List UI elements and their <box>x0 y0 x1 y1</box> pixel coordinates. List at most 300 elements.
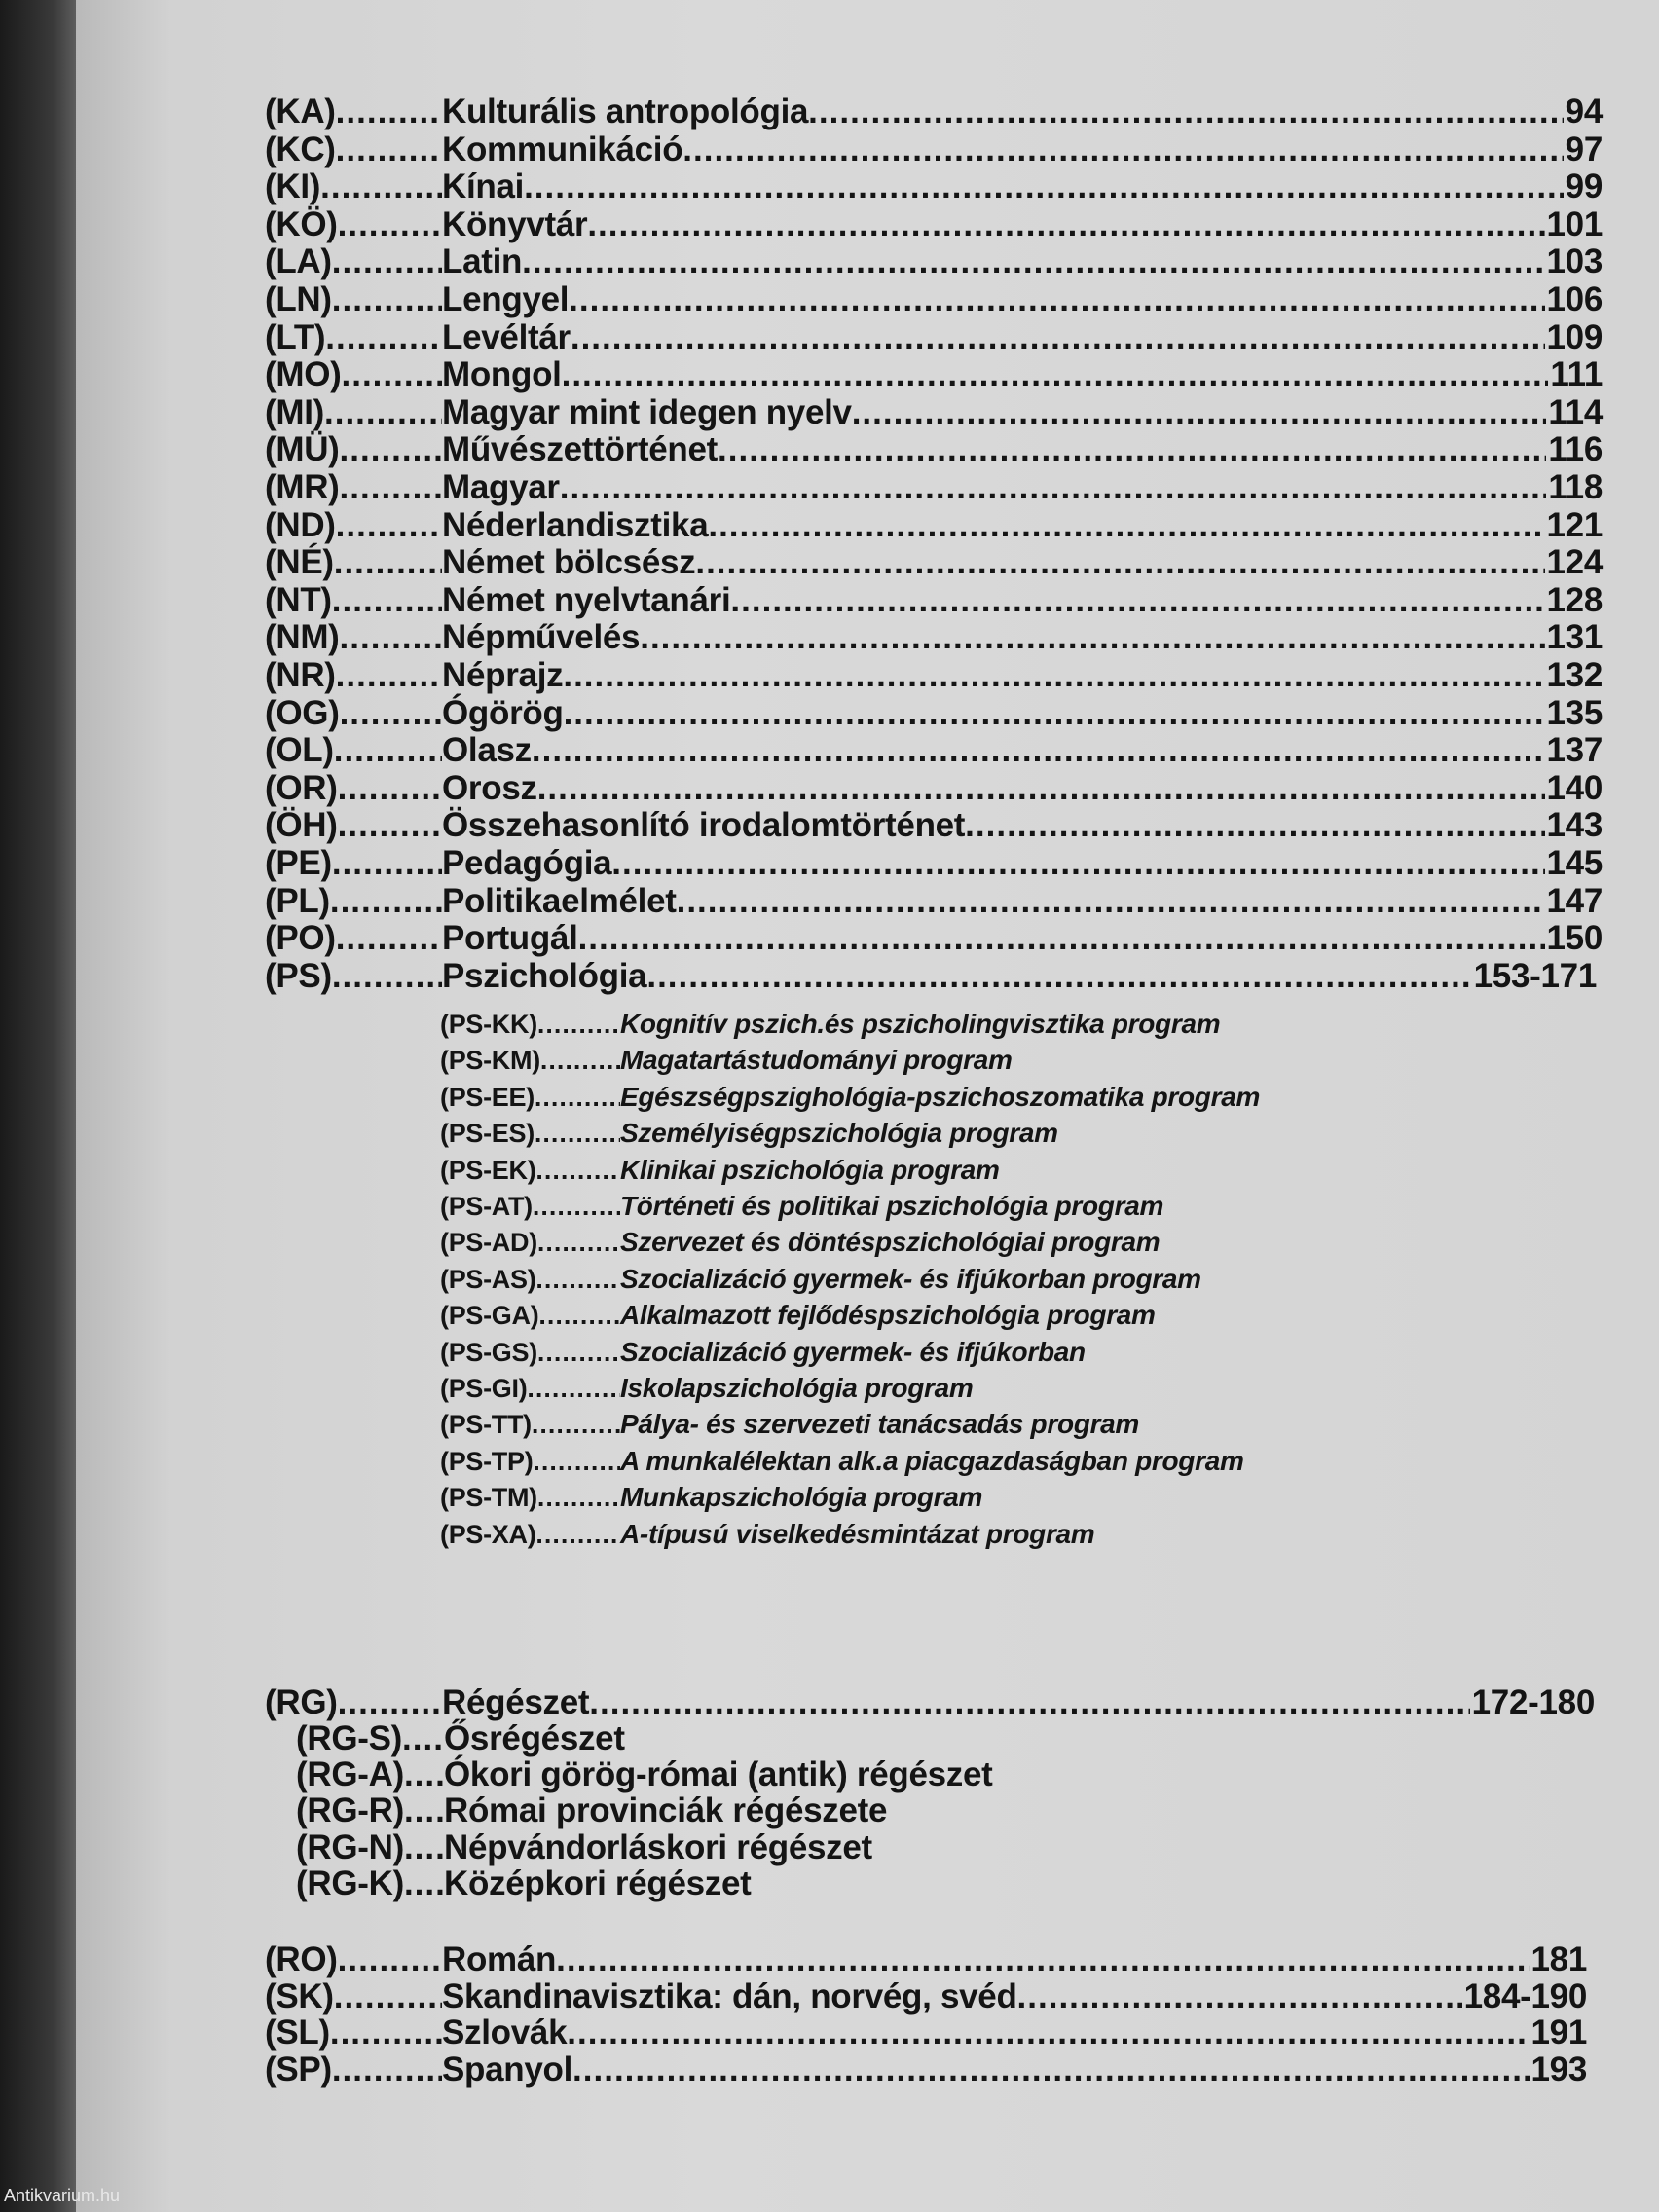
rg-sub-entry <box>296 1756 1270 1793</box>
leader-dots <box>404 1792 444 1829</box>
entry-title: Spanyol <box>442 2050 573 2088</box>
leader-dots <box>336 920 442 957</box>
leader-dots <box>537 1337 620 1368</box>
ps-program-entry <box>440 1519 1414 1550</box>
leader-dots <box>522 243 1544 280</box>
rg-sub-entry <box>296 1829 1270 1866</box>
entry-code-text: (PS-AD) <box>440 1228 537 1257</box>
entry-page: 106 <box>1546 280 1603 318</box>
entry-code-text: (PS-GS) <box>440 1338 537 1367</box>
leader-dots <box>330 2014 442 2051</box>
entry-page: 99 <box>1565 167 1603 205</box>
leader-dots <box>336 93 442 130</box>
entry-code-text: (NÉ) <box>265 543 334 581</box>
ps-program-entry <box>440 1373 1414 1404</box>
leader-dots <box>560 469 1547 506</box>
entry-code-text: (KA) <box>265 92 336 130</box>
leader-dots <box>332 281 442 318</box>
leader-dots <box>1017 1978 1462 2015</box>
entry-page: 135 <box>1546 694 1603 732</box>
entry-page: 103 <box>1546 242 1603 280</box>
leader-dots <box>336 131 442 168</box>
leader-dots <box>342 356 443 393</box>
leader-dots <box>535 1082 620 1113</box>
entry-code <box>265 958 442 995</box>
toc-entry <box>265 1684 1595 1721</box>
ps-program-entry <box>440 1082 1414 1113</box>
entry-code-text: (PS-KK) <box>440 1010 537 1039</box>
entry-page: 111 <box>1550 355 1603 393</box>
leader-dots <box>718 431 1546 468</box>
leader-dots <box>338 807 442 844</box>
leader-dots <box>535 1118 620 1149</box>
entry-code-text: (PS-EE) <box>440 1083 535 1112</box>
program-title: Történeti és politikai pszichológia program <box>620 1191 1164 1221</box>
leader-dots <box>533 1446 620 1477</box>
entry-page: 97 <box>1565 130 1603 168</box>
toc-entry <box>265 920 1603 957</box>
toc-entry <box>265 770 1603 807</box>
entry-title: Kulturális antropológia <box>442 92 809 130</box>
leader-dots <box>402 1720 444 1757</box>
entry-page: 128 <box>1546 581 1603 619</box>
entry-page: 140 <box>1546 769 1603 807</box>
entry-page: 143 <box>1546 806 1603 844</box>
toc-entry <box>265 732 1603 769</box>
leader-dots <box>611 845 1544 882</box>
entry-code <box>265 695 442 732</box>
entry-title: Pszichológia <box>442 957 647 995</box>
toc-entry <box>265 958 1597 995</box>
entry-code <box>265 168 442 205</box>
entry-code <box>440 1446 620 1477</box>
leader-dots <box>338 770 442 807</box>
ps-program-entry <box>440 1009 1414 1040</box>
toc-entry <box>265 168 1603 205</box>
toc-entry <box>265 507 1603 544</box>
program-title: Magatartástudományi program <box>620 1045 1013 1075</box>
ps-program-entry <box>440 1155 1414 1186</box>
entry-page: 191 <box>1530 2013 1587 2051</box>
entry-code-text: (MR) <box>265 468 340 506</box>
entry-code-text: (PS-TT) <box>440 1410 532 1439</box>
leader-dots <box>340 469 442 506</box>
leader-dots <box>535 1155 620 1186</box>
toc-entry <box>265 807 1603 844</box>
entry-code-text: (PE) <box>265 844 332 882</box>
leader-dots <box>340 695 442 732</box>
entry-code <box>265 2014 442 2051</box>
leader-dots <box>556 1941 1529 1978</box>
rg-sub-entry <box>296 1792 1270 1829</box>
leader-dots <box>646 958 1471 995</box>
leader-dots <box>532 1409 620 1440</box>
entry-code <box>265 431 442 468</box>
toc-entry <box>265 131 1603 168</box>
entry-code <box>265 281 442 318</box>
leader-dots <box>338 206 442 243</box>
entry-code <box>440 1337 620 1368</box>
program-title: Iskolapszichológia program <box>620 1373 974 1403</box>
leader-dots <box>325 319 442 356</box>
entry-code <box>265 1684 442 1721</box>
rg-sub-entry <box>296 1720 1270 1757</box>
entry-code <box>265 619 442 656</box>
entry-code-text: (KI) <box>265 167 321 205</box>
leader-dots <box>320 168 442 205</box>
leader-dots <box>340 431 442 468</box>
ps-program-entry <box>440 1227 1414 1258</box>
entry-title: Római provinciák régészete <box>444 1791 888 1829</box>
entry-page: 124 <box>1546 543 1603 581</box>
entry-code-text: (ÖH) <box>265 806 338 844</box>
entry-title: Ókori görög-római (antik) régészet <box>444 1755 993 1793</box>
toc-entry <box>265 845 1603 882</box>
program-title: A-típusú viselkedésmintázat program <box>620 1519 1095 1549</box>
entry-code <box>440 1082 620 1113</box>
entry-code-text: (RG-R) <box>296 1791 404 1829</box>
leader-dots <box>535 1519 620 1550</box>
entry-title: Portugál <box>442 919 578 957</box>
entry-title: Összehasonlító irodalomtörténet <box>442 806 966 844</box>
leader-dots <box>572 2051 1529 2088</box>
entry-code-text: (RG-A) <box>296 1755 404 1793</box>
toc-entry <box>265 883 1603 920</box>
toc-entry <box>265 394 1603 431</box>
entry-title: Olasz <box>442 731 532 769</box>
ps-program-entry <box>440 1045 1414 1076</box>
entry-code <box>265 544 442 581</box>
toc-entry <box>265 2051 1587 2088</box>
entry-title: Néprajz <box>442 656 564 694</box>
leader-dots <box>571 319 1545 356</box>
ps-program-entry <box>440 1446 1414 1477</box>
entry-code-text: (NR) <box>265 656 336 694</box>
entry-code <box>265 2051 442 2088</box>
entry-code-text: (OG) <box>265 694 340 732</box>
toc-entry <box>265 695 1603 732</box>
entry-code-text: (PS-XA) <box>440 1520 536 1549</box>
entry-code <box>265 507 442 544</box>
leader-dots <box>562 356 1549 393</box>
program-title: Szervezet és döntéspszichológiai program <box>620 1227 1161 1257</box>
entry-code <box>265 770 442 807</box>
entry-code <box>265 807 442 844</box>
leader-dots <box>695 544 1544 581</box>
entry-page: 118 <box>1548 468 1603 506</box>
entry-title: Ősrégészet <box>444 1719 625 1757</box>
leader-dots <box>730 582 1544 619</box>
leader-dots <box>852 394 1547 431</box>
watermark: Antikvarium.hu <box>4 2186 121 2205</box>
leader-dots <box>338 1684 442 1721</box>
leader-dots <box>965 807 1544 844</box>
leader-dots <box>537 1227 620 1258</box>
toc-entry <box>265 356 1603 393</box>
entry-title: Politikaelmélet <box>442 882 677 920</box>
entry-code-text: (OR) <box>265 769 338 807</box>
ps-program-entry <box>440 1409 1414 1440</box>
leader-dots <box>332 845 442 882</box>
entry-code-text: (MI) <box>265 393 324 431</box>
entry-page: 137 <box>1546 731 1603 769</box>
entry-code <box>440 1482 620 1513</box>
entry-code <box>265 1978 442 2015</box>
entry-page: 116 <box>1548 430 1603 468</box>
leader-dots <box>334 544 442 581</box>
leader-dots <box>682 131 1563 168</box>
leader-dots <box>589 1684 1469 1721</box>
entry-title: Művészettörténet <box>442 430 719 468</box>
entry-code-text: (PS-AT) <box>440 1192 533 1221</box>
toc-entry <box>265 1978 1587 2015</box>
entry-title: Szlovák <box>442 2013 568 2051</box>
entry-code-text: (OL) <box>265 731 334 769</box>
entry-code <box>296 1720 444 1757</box>
entry-page: 101 <box>1546 205 1603 243</box>
rg-sub-entry <box>296 1865 1270 1902</box>
entry-code-text: (RG-K) <box>296 1864 404 1902</box>
entry-page: 184-190 <box>1463 1977 1587 2015</box>
ps-program-entry <box>440 1118 1414 1149</box>
toc-entry <box>265 619 1603 656</box>
leader-dots <box>538 1300 620 1331</box>
entry-title: Levéltár <box>442 318 571 356</box>
entry-code-text: (PO) <box>265 919 336 957</box>
entry-page: 153-171 <box>1473 957 1597 995</box>
leader-dots <box>336 507 442 544</box>
entry-code-text: (RG-N) <box>296 1828 404 1866</box>
entry-code-text: (SP) <box>265 2050 332 2088</box>
leader-dots <box>332 582 442 619</box>
entry-title: Latin <box>442 242 523 280</box>
ps-program-entry <box>440 1337 1414 1368</box>
entry-code <box>265 845 442 882</box>
entry-title: Könyvtár <box>442 205 588 243</box>
entry-title: Román <box>442 1940 557 1978</box>
program-title: Egészségpszighológia-pszichoszomatika program <box>620 1082 1261 1112</box>
entry-code-text: (MO) <box>265 355 342 393</box>
entry-code-text: (LA) <box>265 242 332 280</box>
entry-code <box>296 1792 444 1829</box>
toc-entry <box>265 2014 1587 2051</box>
leader-dots <box>564 695 1545 732</box>
toc-entry <box>265 431 1603 468</box>
leader-dots <box>404 1865 444 1902</box>
entry-code <box>440 1409 620 1440</box>
entry-code <box>440 1519 620 1550</box>
entry-page: 172-180 <box>1471 1683 1595 1721</box>
entry-code <box>440 1118 620 1149</box>
entry-code-text: (PS-GI) <box>440 1374 528 1403</box>
entry-page: 94 <box>1565 92 1603 130</box>
entry-title: Magyar <box>442 468 560 506</box>
entry-code-text: (PL) <box>265 882 330 920</box>
entry-code-text: (PS-GA) <box>440 1301 539 1330</box>
leader-dots <box>332 958 442 995</box>
entry-code-text: (NT) <box>265 581 332 619</box>
toc-entry <box>265 93 1603 130</box>
toc-entry <box>265 1941 1587 1978</box>
entry-code <box>265 582 442 619</box>
entry-code-text: (PS-TP) <box>440 1447 534 1476</box>
program-title: Klinikai pszichológia program <box>620 1155 1000 1185</box>
toc-entry <box>265 281 1603 318</box>
entry-code-text: (KÖ) <box>265 205 338 243</box>
entry-code <box>440 1009 620 1040</box>
entry-title: Ógörög <box>442 694 564 732</box>
entry-title: Néderlandisztika <box>442 506 709 544</box>
entry-page: 181 <box>1530 1940 1587 1978</box>
entry-code <box>296 1865 444 1902</box>
entry-code <box>440 1045 620 1076</box>
ps-program-entry <box>440 1300 1414 1331</box>
leader-dots <box>708 507 1544 544</box>
leader-dots <box>404 1756 444 1793</box>
ps-program-entry <box>440 1264 1414 1295</box>
entry-code-text: (PS-KM) <box>440 1046 540 1075</box>
toc-entry <box>265 582 1603 619</box>
program-title: Kognitív pszich.és pszicholingvisztika program <box>620 1009 1221 1039</box>
entry-title: Kommunikáció <box>442 130 683 168</box>
entry-title: Német bölcsész <box>442 543 696 581</box>
entry-code <box>440 1155 620 1186</box>
leader-dots <box>533 1191 620 1222</box>
leader-dots <box>578 920 1545 957</box>
leader-dots <box>524 168 1564 205</box>
entry-code <box>265 469 442 506</box>
entry-code <box>265 920 442 957</box>
entry-code-text: (PS-EK) <box>440 1156 536 1185</box>
leader-dots <box>567 2014 1529 2051</box>
entry-title: Magyar mint idegen nyelv <box>442 393 852 431</box>
leader-dots <box>535 1264 620 1295</box>
leader-dots <box>334 732 442 769</box>
toc-entry <box>265 544 1603 581</box>
entry-title: Mongol <box>442 355 562 393</box>
leader-dots <box>640 619 1544 656</box>
entry-code <box>296 1756 444 1793</box>
entry-code <box>265 206 442 243</box>
leader-dots <box>532 732 1545 769</box>
entry-code <box>265 1941 442 1978</box>
leader-dots <box>540 1045 620 1076</box>
toc-entry <box>265 243 1603 280</box>
entry-title: Orosz <box>442 769 537 807</box>
leader-dots <box>808 93 1563 130</box>
entry-code-text: (KC) <box>265 130 336 168</box>
entry-code-text: (LT) <box>265 318 326 356</box>
entry-code <box>265 319 442 356</box>
entry-code <box>440 1227 620 1258</box>
entry-code-text: (PS-AS) <box>440 1265 536 1294</box>
entry-code-text: (SL) <box>265 2013 330 2051</box>
program-title: Személyiségpszichológia program <box>620 1118 1058 1148</box>
toc-entry <box>265 469 1603 506</box>
entry-page: 131 <box>1546 618 1603 656</box>
ps-program-entry <box>440 1191 1414 1222</box>
entry-page: 150 <box>1546 919 1603 957</box>
entry-code <box>265 93 442 130</box>
leader-dots <box>404 1829 444 1866</box>
toc-entry <box>265 319 1603 356</box>
leader-dots <box>338 1941 442 1978</box>
entry-code <box>265 732 442 769</box>
entry-title: Lengyel <box>442 280 570 318</box>
program-title: Munkapszichológia program <box>620 1482 983 1512</box>
leader-dots <box>677 883 1545 920</box>
entry-code <box>440 1373 620 1404</box>
leader-dots <box>334 1978 442 2015</box>
entry-title: Népművelés <box>442 618 641 656</box>
entry-code-text: (PS-ES) <box>440 1119 535 1148</box>
leader-dots <box>336 657 442 694</box>
leader-dots <box>537 770 1545 807</box>
leader-dots <box>569 281 1544 318</box>
entry-code <box>265 356 442 393</box>
entry-code-text: (ND) <box>265 506 336 544</box>
toc-entry <box>265 206 1603 243</box>
entry-code-text: (PS-TM) <box>440 1483 537 1512</box>
entry-code <box>440 1191 620 1222</box>
entry-page: 145 <box>1546 844 1603 882</box>
leader-dots <box>324 394 442 431</box>
entry-title: Német nyelvtanári <box>442 581 731 619</box>
entry-code-text: (RO) <box>265 1940 338 1978</box>
entry-code-text: (MÜ) <box>265 430 340 468</box>
entry-code <box>265 243 442 280</box>
entry-code <box>265 131 442 168</box>
entry-code <box>440 1264 620 1295</box>
program-title: Szocializáció gyermek- és ifjúkorban program <box>620 1264 1201 1294</box>
leader-dots <box>537 1009 620 1040</box>
entry-code-text: (RG) <box>265 1683 338 1721</box>
entry-page: 121 <box>1546 506 1603 544</box>
entry-page: 114 <box>1548 393 1603 431</box>
program-title: Szocializáció gyermek- és ifjúkorban <box>620 1337 1086 1367</box>
leader-dots <box>537 1482 620 1513</box>
entry-code-text: (PS) <box>265 957 332 995</box>
entry-page: 109 <box>1546 318 1603 356</box>
leader-dots <box>332 2051 442 2088</box>
entry-code-text: (RG-S) <box>296 1719 403 1757</box>
entry-code <box>296 1829 444 1866</box>
entry-title: Régészet <box>442 1683 590 1721</box>
leader-dots <box>563 657 1544 694</box>
program-title: Alkalmazott fejlődéspszichológia program <box>620 1300 1156 1330</box>
entry-code <box>265 883 442 920</box>
entry-title: Pedagógia <box>442 844 612 882</box>
entry-code-text: (NM) <box>265 618 340 656</box>
entry-title: Skandinavisztika: dán, norvég, svéd <box>442 1977 1017 2015</box>
leader-dots <box>527 1373 620 1404</box>
entry-title: Kínai <box>442 167 525 205</box>
entry-code-text: (SK) <box>265 1977 334 2015</box>
leader-dots <box>330 883 442 920</box>
entry-code <box>265 657 442 694</box>
entry-code <box>440 1300 620 1331</box>
entry-code-text: (LN) <box>265 280 332 318</box>
entry-title: Népvándorláskori régészet <box>444 1828 872 1866</box>
entry-page: 147 <box>1546 882 1603 920</box>
leader-dots <box>587 206 1544 243</box>
program-title: A munkalélektan alk.a piacgazdaságban program <box>620 1446 1244 1476</box>
entry-title: Középkori régészet <box>444 1864 752 1902</box>
program-title: Pálya- és szervezeti tanácsadás program <box>620 1409 1140 1439</box>
leader-dots <box>340 619 442 656</box>
entry-page: 193 <box>1530 2050 1587 2088</box>
toc-entry <box>265 657 1603 694</box>
